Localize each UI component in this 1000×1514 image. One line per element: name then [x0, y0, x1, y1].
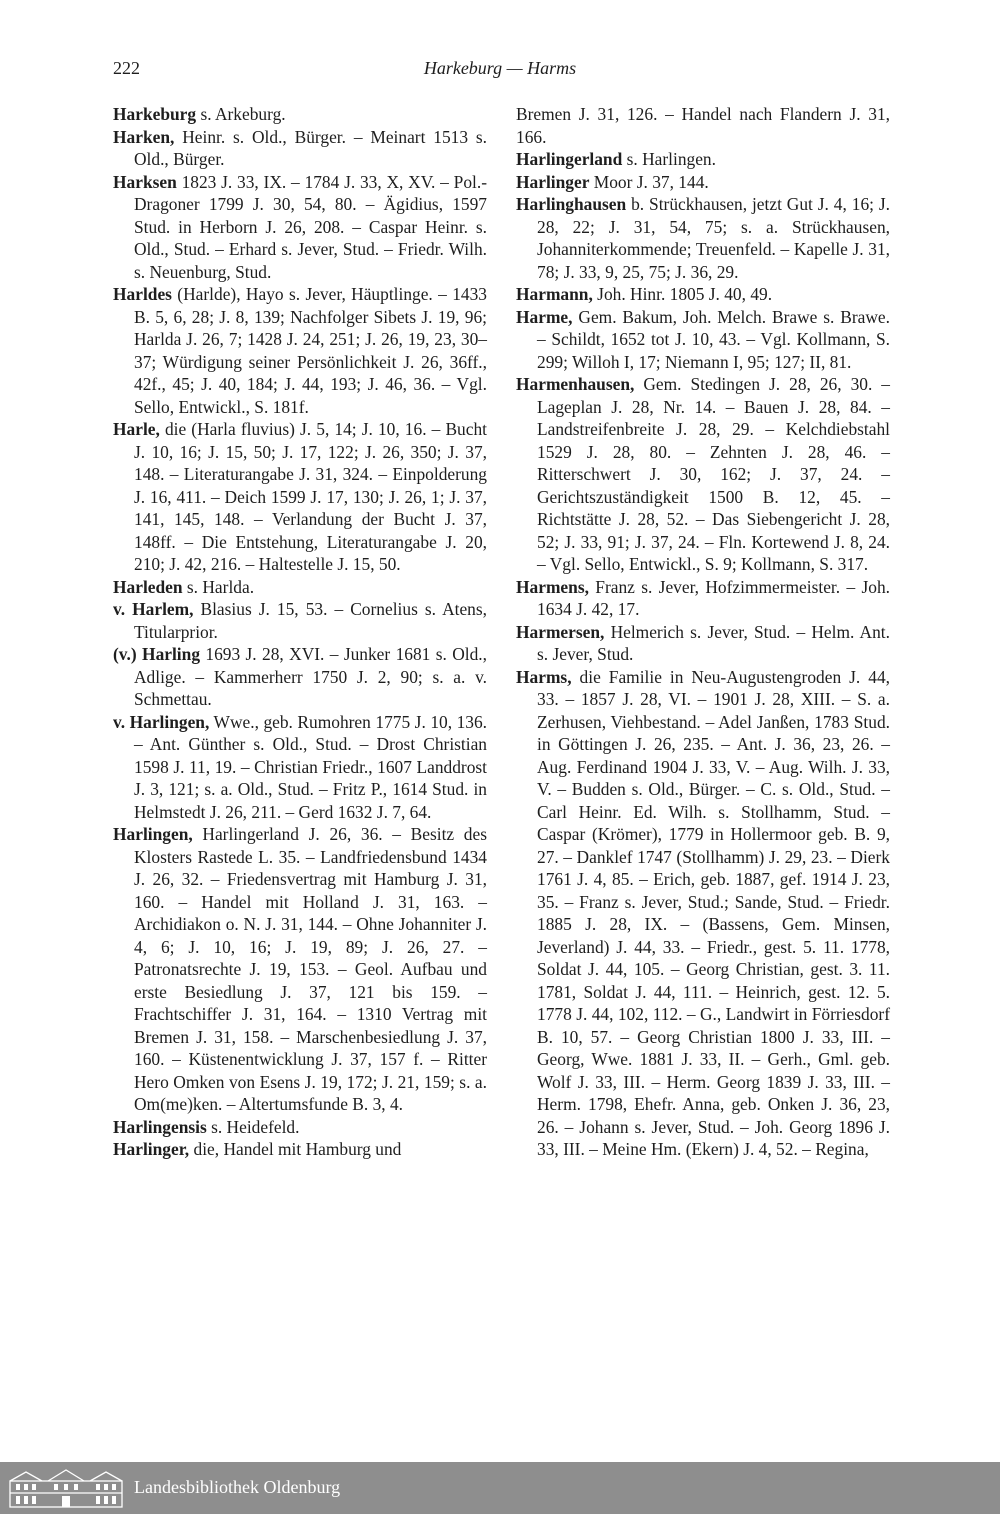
- index-entry: Harken, Heinr. s. Old., Bürger. – Meinart 1513 s. Old., Bürger.: [113, 126, 487, 169]
- page-header: [0, 58, 1000, 86]
- index-entry: v. Harlem, Blasius J. 15, 53. – Cornelius s. Atens, Titularprior.: [113, 599, 487, 642]
- index-entry: Harlinger Moor J. 37, 144.: [516, 171, 709, 192]
- library-building-icon: [8, 1467, 124, 1509]
- left-column: [113, 103, 487, 1161]
- index-entry: Harmann, Joh. Hinr. 1805 J. 40, 49.: [516, 284, 773, 304]
- index-entry: Harldes (Harlde), Hayo s. Jever, Häuptlinge. – 1433 B. 5, 6, 28; J. 8, 139; Nachfolger Sibets J. 19, 96; Harlda J. 26, 7; 1428 J. 24, 251; J. 26, 19, 23, 30–37; Würdigung seiner Persönlichkeit J. 26, 36ff., 42f., 45; J. 40, 184; J. 44, 193; J. 46, 36. – Vgl. Sello, Entwickl., S. 181f.: [113, 284, 487, 417]
- index-entry: Harme, Gem. Bakum, Joh. Melch. Brawe s. Brawe. – Schildt, 1652 tot J. 10, 43. – Vgl. Kollmann, S. 299; Willoh I, 17; Niemann I, 95; 127; II, 81.: [516, 306, 890, 372]
- index-entry: Harkeburg s. Arkeburg.: [113, 104, 286, 124]
- index-entry: Harle, die (Harla fluvius) J. 5, 14; J. 10, 16. – Bucht J. 10, 16; J. 15, 50; J. 17, 122; J. 26, 350; J. 37, 148. – Literaturangabe J. 31, 324. – Einpolderung J. 16, 411. – Deich 1599 J. 17, 130; J. 26, 1; J. 37, 141, 145, 148. – Verlandung der Bucht J. 37, 148ff. – Die Entstehung, Literaturangabe J. 20, 210; J. 42, 216. – Haltestelle J. 15, 50.: [113, 419, 487, 574]
- index-entry: (v.) Harling 1693 J. 28, XVI. – Junker 1681 s. Old., Adlige. – Kammerherr 1750 J. 2, 90; s. a. v. Schmettau.: [113, 644, 487, 709]
- library-name: Landesbibliothek Oldenburg: [134, 1477, 341, 1497]
- page-number: 222: [113, 58, 140, 78]
- index-entry: Harms, die Familie in Neu-Augustengroden J. 44, 33. – 1857 J. 28, VI. – 1901 J. 28, XIII. – S. a. Zerhusen, Viehbestand. – Adel Janßen, 1783 Stud. in Göttingen J. 26, 235. – Ant. J. 36, 23, 26. – Aug. Ferdinand 1904 J. 33, V. – Aug. Wilh. J. 33, V. – Budden s. Old., Bürger. – C. s. Old., Stud. – Carl Heinr. Ed. Wilh. s. Stollhamm, Stud. – Caspar (Krömer), 1779 in Hollermoor geb. B. 9, 27. – Danklef 1747 (Stollhamm) J. 29, 23. – Dierk 1761 J. 4, 85. – Erich, geb. 1887, gef. 1914 J. 23, 35. – Franz s. Jever, Stud.; Sande, Stud. – Friedr. 1885 J. 28, IX. – (Bassens, Gem. Minsen, Jeverland) J. 44, 33. – Friedr., gest. 5. 11. 1778, Soldat J. 44, 105. – Georg Christian, gest. 3. 11. 1781, Soldat J. 44, 111. – Heinrich, gest. 12. 5. 1778 J. 44, 102, 112. – G., Landwirt in Förriesdorf B. 10, 57. – Georg Christian 1800 J. 33, III. – Georg, Wwe. 1881 J. 33, II. – Gerh., Gml. geb. Wolf J. 33, III. – Herm. Georg 1839 J. 33, III. – Herm. 1798, Ehefr. Anna, geb. Onken J. 36, 23, 26. – Johann s. Jever, Stud. – Joh. Georg 1896 J. 33, III. – Meine Hm. (Ekern) J. 4, 52. – Regina,: [516, 666, 890, 1159]
- index-entry: Harlinger, die, Handel mit Hamburg und: [113, 1139, 402, 1159]
- index-entry: Harmersen, Helmerich s. Jever, Stud. – Helm. Ant. s. Jever, Stud.: [516, 621, 890, 664]
- library-footer-bar: [0, 1462, 1000, 1514]
- index-entry-continued: Bremen J. 31, 126. – Handel nach Flandern J. 31, 166.: [516, 104, 890, 147]
- right-column: [516, 103, 890, 1161]
- index-entry: Harleden s. Harlda.: [113, 576, 255, 597]
- index-entry: Harksen 1823 J. 33, IX. – 1784 J. 33, X, XV. – Pol.-Dragoner 1799 J. 30, 54, 80. – Ägidius, 1597 Stud. in Herborn J. 26, 208. – Caspar Heinr. s. Old., Stud. – Erhard s. Jever, Stud. – Friedr. Wilh. s. Neuenburg, Stud.: [113, 171, 487, 282]
- index-entry: Harmenhausen, Gem. Stedingen J. 28, 26, 30. – Lageplan J. 28, Nr. 14. – Bauen J. 28, 84. – Landstreifenbreite J. 28, 29. – Kelchdiebstahl 1529 J. 28, 80. – Zehnten J. 28, 46. – Ritterschwert J. 30, 162; J. 37, 24. – Gerichtszuständigkeit 1500 B. 12, 45. – Richtstätte J. 28, 52. – Das Siebengericht J. 28, 52; J. 33, 91; J. 37, 24. – Fln. Kortewend J. 8, 24. – Vgl. Sello, Entwickl., S. 9; Kollmann, S. 317.: [516, 374, 890, 574]
- index-entry: Harmens, Franz s. Jever, Hofzimmermeister. – Joh. 1634 J. 42, 17.: [516, 576, 890, 619]
- index-entry: Harlingen, Harlingerland J. 26, 36. – Besitz des Klosters Rastede L. 35. – Landfriedensbund 1434 J. 26, 32. – Friedensvertrag mit Hamburg J. 31, 160. – Handel mit Holland J. 31, 163. – Archidiakon o. N. J. 31, 144. – Ohne Johanniter J. 4, 6; J. 10, 16; J. 19, 89; J. 26, 27. – Patronatsrechte J. 19, 153. – Geol. Aufbau und erste Besiedlung J. 37, 121 bis 159. – Frachtschiffer J. 31, 164. – 1310 Vertrag mit Bremen J. 31, 158. – Marschenbesiedlung J. 37, 160. – Küstenentwicklung J. 37, 157 f. – Ritter Hero Omken von Esens J. 19, 172; J. 21, 159; s. a. Om(me)ken. – Altertumsfunde B. 3, 4.: [113, 824, 487, 1114]
- running-head: Harkeburg — Harms: [423, 58, 577, 78]
- index-entry: Harlinghausen b. Strückhausen, jetzt Gut J. 4, 16; J. 28, 22; J. 31, 54, 75; s. a. Strückhausen, Johanniterkommende; Treuenfeld. – Kapelle J. 31, 78; J. 33, 9, 25, 75; J. 36, 29.: [516, 194, 890, 282]
- index-entry: Harlingerland s. Harlingen.: [516, 149, 716, 169]
- index-entry: v. Harlingen, Wwe., geb. Rumohren 1775 J. 10, 136. – Ant. Günther s. Old., Stud. – Drost Christian 1598 J. 11, 19. – Christian Friedr., 1607 Landdrost J. 3, 121; s. a. Old., Stud. – Fritz P., 1614 Stud. in Helmstedt J. 26, 211. – Gerd 1632 J. 7, 64.: [113, 711, 488, 822]
- index-entry: Harlingensis s. Heidefeld.: [113, 1116, 300, 1137]
